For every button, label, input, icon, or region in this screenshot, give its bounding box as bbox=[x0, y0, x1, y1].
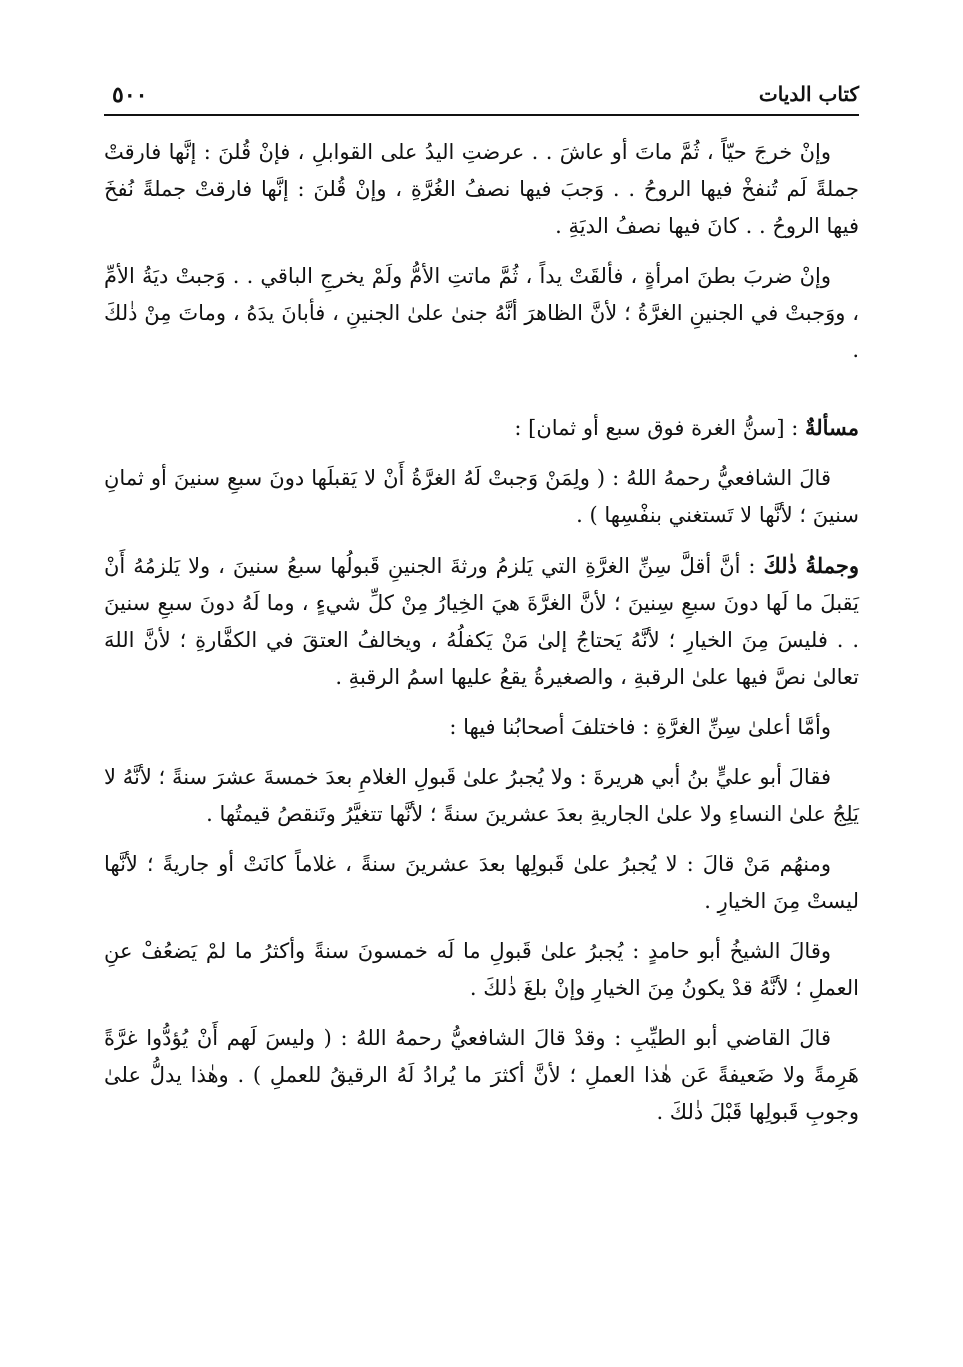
paragraph-lead: وجملةُ ذٰلكَ bbox=[763, 553, 859, 578]
page-number: ٥٠٠ bbox=[112, 82, 148, 108]
paragraph-text: : أنَّ أقلَّ سِنِّ الغرَّةِ التي يَلزمُ ورثةَ الجنينِ قَبولُها سبعُ سنينَ ، ولا يَلزمُهُ أَنْ يَقبلَ ما لَها دونَ سبعِ سِنينَ ؛ لأنَّ الغرَّةَ هيَ الخِيارُ مِنْ كلِّ شيءٍ ، وما لَهُ دونَ سبعِ سنينَ . . فليسَ مِنَ الخيارِ ؛ لأنَّهُ يَحتاجُ إلىٰ مَنْ يَكفلُهُ ، ويخالفُ العتقَ في الكفَّارةِ ؛ لأنَّ اللهَ تعالىٰ نصَّ فيها علىٰ الرقبةِ ، والصغيرةُ يقعُ عليها اسمُ الرقبةِ . bbox=[104, 554, 859, 689]
paragraph bbox=[104, 460, 859, 534]
paragraph bbox=[104, 134, 859, 245]
paragraph bbox=[104, 258, 859, 369]
paragraph-text: وقالَ الشيخُ أبو حامدٍ : يُجبرُ علىٰ قَبولِ ما لَه خمسونَ سنةً وأكثرُ ما لمْ يَضعُفْ عنِ العملِ ؛ لأنَّهُ قدْ يكونُ مِنَ الخيارِ وإنْ بلغَ ذٰلكَ . bbox=[104, 939, 859, 1000]
paragraph-text: قالَ القاضي أبو الطيِّبِ : وقدْ قالَ الشافعيُّ رحمهُ اللهُ : ( وليسَ لَهم أَنْ يُؤدُّوا غرَّةً هَرِمةً ولا ضَعيفةً عَن هٰذا العملِ ؛ لأنَّ أكثرَ ما يُرادُ لَهُ الرقيقُ للعملِ ) . وهٰذا يدلُّ علىٰ وجوبِ قَبولِها قَبْلَ ذٰلكَ . bbox=[104, 1026, 859, 1124]
paragraph bbox=[104, 709, 859, 746]
running-title: كتاب الديات bbox=[758, 82, 859, 106]
paragraph bbox=[104, 759, 859, 833]
paragraph-text: وإنْ خرجَ حيّاً ، ثُمَّ ماتَ أو عاشَ . . عرضتِ اليدُ على القوابلِ ، فإنْ قُلنَ : إنَّها فارقتْ جملةً لَم تُنفخْ فيها الروحُ . . وَجبَ فيها نصفُ الغُرَّةِ ، وإنْ قُلنَ : إنَّها فارقتْ جملةً نُفخَ فيها الروحُ . . كانَ فيها نصفُ الديَةِ . bbox=[104, 140, 859, 238]
paragraph-text: فقالَ أبو عليٍّ بنُ أبي هريرةَ : ولا يُجبرُ علىٰ قَبولِ الغلامِ بعدَ خمسةَ عشرَ سنةً ؛ لأنَّهُ لا يَلِجُ علىٰ النساءِ ولا علىٰ الجاريةِ بعدَ عشرينَ سنةً ؛ لأنَّها تتغيَّرُ وتَنقصُ قيمتُها . bbox=[104, 765, 859, 826]
issue-heading bbox=[104, 409, 859, 447]
body-text bbox=[104, 134, 859, 1144]
paragraph bbox=[104, 547, 859, 696]
paragraph-text: وأمَّا أعلىٰ سِنِّ الغرَّةِ : فاختلفَ أصحابُنا فيها : bbox=[449, 715, 831, 739]
paragraph-text: وإنْ ضربَ بطنَ امرأةٍ ، فألقَتْ يداً ، ثُمَّ ماتتِ الأمُّ ولَمْ يخرجِ الباقي . . وَجبتْ ديَةُ الأمِّ ، ووَجبتْ في الجنينِ الغرَّةُ ؛ لأنَّ الظاهرَ أنَّهُ جنىٰ علىٰ الجنينِ ، فأبانَ يدَهُ ، وماتَ مِنْ ذٰلكَ . bbox=[104, 264, 859, 362]
paragraph bbox=[104, 933, 859, 1007]
paragraph-text: : [سنُّ الغرة فوق سبع أو ثمان] : bbox=[514, 416, 805, 440]
paragraph bbox=[104, 846, 859, 920]
paragraph-lead: مسألةٌ bbox=[804, 415, 859, 440]
paragraph-text: ومنهُم مَنْ قالَ : لا يُجبرُ علىٰ قَبولِها بعدَ عشرينَ سنةً ، غلاماً كانَتْ أو جاريةً ؛ لأنَّها ليستْ مِنَ الخيارِ . bbox=[104, 852, 859, 913]
paragraph-text: قالَ الشافعيُّ رحمهُ اللهُ : ( ولِمَنْ وَجبتْ لَهُ الغرَّةُ أَنْ لا يَقبلَها دونَ سبعِ سنينَ أو ثمانِ سنينَ ؛ لأنَّها لا تَستغني بنفْسِها ) . bbox=[104, 466, 859, 527]
paragraph bbox=[104, 1020, 859, 1131]
page-header bbox=[104, 78, 859, 116]
